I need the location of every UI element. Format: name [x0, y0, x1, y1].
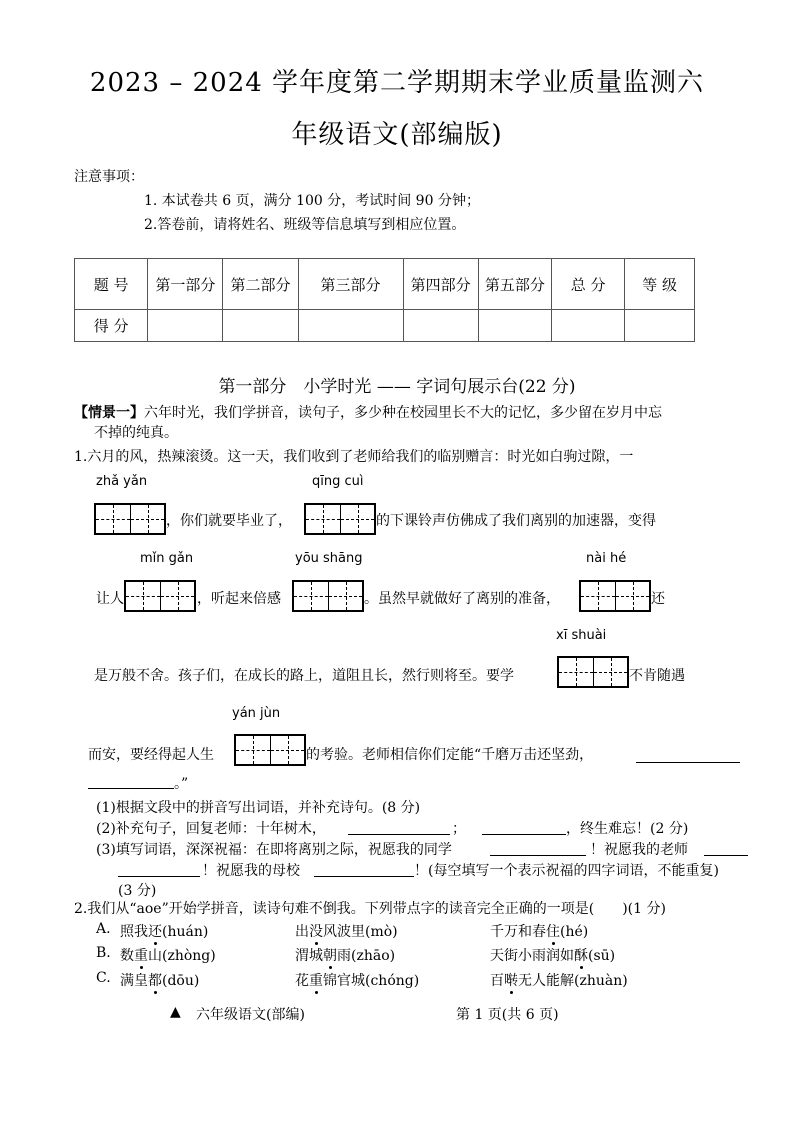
- score-header-cell: 第三部分: [298, 259, 403, 310]
- char-box-7[interactable]: [234, 734, 306, 766]
- poem-blank-2[interactable]: [88, 787, 174, 789]
- score-input-cell[interactable]: [223, 310, 298, 342]
- score-input-cell[interactable]: [625, 310, 695, 342]
- q1-text: 。”: [174, 776, 189, 792]
- score-input-cell[interactable]: [403, 310, 478, 342]
- q1-text: ，听起来倍感: [197, 591, 281, 607]
- answer-blank[interactable]: [314, 875, 414, 877]
- answer-blank[interactable]: [348, 833, 450, 835]
- q1-sub3-b: ！祝愿我的老师: [590, 842, 688, 858]
- q1-sub2-b: ；: [452, 821, 466, 837]
- answer-blank[interactable]: [118, 875, 200, 877]
- score-header-cell: 第四部分: [403, 259, 478, 310]
- option-item: 数重山(zhòng): [120, 948, 216, 964]
- pinyin-label: mǐn gǎn: [140, 551, 194, 566]
- q1-text: 的下课铃声仿佛成了我们离别的加速器，变得: [376, 513, 656, 529]
- option-item: 出没风波里(mò): [295, 924, 398, 940]
- q1-sub3-score: (3 分): [118, 883, 157, 899]
- q1-text: 让人: [96, 591, 124, 607]
- score-header-cell: 第二部分: [223, 259, 298, 310]
- char-box-5[interactable]: [579, 580, 651, 612]
- triangle-icon: ▲: [170, 1004, 181, 1020]
- answer-blank[interactable]: [704, 854, 748, 856]
- score-input-cell[interactable]: [478, 310, 551, 342]
- option-item: 渭城朝雨(zhāo): [295, 948, 396, 964]
- score-input-cell[interactable]: [552, 310, 625, 342]
- q1-sub3-d: ！(每空填写一个表示祝福的四字词语，不能重复): [414, 863, 719, 879]
- notes-item-2: 2.答卷前，请将姓名、班级等信息填写到相应位置。: [144, 217, 466, 233]
- q1-sub3-a: (3)填写词语，深深祝福：在即将离别之际，祝愿我的同学: [96, 842, 452, 858]
- option-item: 满皇都(dōu): [120, 973, 200, 989]
- score-header-cell: 题 号: [75, 259, 148, 310]
- option-label[interactable]: A.: [96, 921, 111, 937]
- option-item: 千万和春住(hé): [490, 924, 589, 940]
- scene-intro: [74, 402, 662, 422]
- section-title: 第一部分 小学时光 —— 字词句展示台(22 分): [218, 377, 576, 397]
- score-input-cell[interactable]: [148, 310, 223, 342]
- pinyin-label: yán jùn: [232, 706, 281, 721]
- scene-text: 六年时光，我们学拼音，读句子，多少种在校园里长不大的记忆，多少留在岁月中忘: [144, 405, 662, 421]
- page-number: 第 1 页(共 6 页): [456, 1007, 559, 1023]
- pinyin-label: zhǎ yǎn: [96, 474, 148, 489]
- notes-item-1: 1. 本试卷共 6 页，满分 100 分，考试时间 90 分钟；: [144, 193, 480, 209]
- pinyin-label: nài hé: [586, 551, 627, 566]
- q1-text: 。虽然早就做好了离别的准备，: [364, 591, 560, 607]
- score-header-cell: 总 分: [552, 259, 625, 310]
- page-title-line1: 2023 – 2024 学年度第二学期期末学业质量监测六: [89, 68, 705, 98]
- char-box-4[interactable]: [292, 580, 364, 612]
- q1-text: 而安，要经得起人生: [88, 747, 214, 763]
- option-item: 百啭无人能解(zhuàn): [490, 973, 628, 989]
- scene-label: 【情景一】: [74, 405, 144, 421]
- answer-blank[interactable]: [482, 833, 566, 835]
- scene-text-cont: 不掉的纯真。: [94, 425, 178, 441]
- char-box-2[interactable]: [304, 503, 376, 535]
- q1-sub2-a: (2)补充句子，回复老师：十年树木，: [96, 821, 326, 837]
- score-row-label: 得 分: [75, 310, 148, 342]
- page-title-line2: 年级语文(部编版): [291, 120, 503, 150]
- option-item: 天街小雨润如酥(sū): [490, 948, 616, 964]
- q1-text: 不肯随遇: [629, 668, 685, 684]
- option-label[interactable]: B.: [96, 945, 111, 961]
- score-input-cell[interactable]: [298, 310, 403, 342]
- char-box-6[interactable]: [557, 656, 629, 688]
- answer-blank[interactable]: [490, 854, 586, 856]
- option-item: 花重锦官城(chóng): [295, 973, 420, 989]
- score-header-cell: 第五部分: [478, 259, 551, 310]
- notes-heading: 注意事项：: [74, 169, 144, 185]
- q1-text: 还: [651, 591, 665, 607]
- option-label[interactable]: C.: [96, 970, 111, 986]
- q1-text: 是万般不舍。孩子们，在成长的路上，道阻且长，然行则将至。要学: [94, 668, 514, 684]
- score-header-cell: 等 级: [625, 259, 695, 310]
- score-header-cell: 第一部分: [148, 259, 223, 310]
- q1-intro: 1.六月的风，热辣滚烫。这一天，我们收到了老师给我们的临别赠言：时光如白驹过隙，一: [74, 449, 634, 465]
- q1-sub2-c: ，终生难忘！(2 分): [566, 821, 689, 837]
- q2-stem: 2.我们从“aoe”开始学拼音，读诗句难不倒我。下列带点字的读音完全正确的一项是( )(1 分): [74, 901, 666, 917]
- q1-sub1: (1)根据文段中的拼音写出词语，并补充诗句。(8 分): [96, 800, 421, 816]
- pinyin-label: yōu shāng: [295, 551, 363, 566]
- option-item: 照我还(huán): [120, 924, 209, 940]
- pinyin-label: qīng cuì: [312, 474, 364, 489]
- score-table: [74, 258, 695, 342]
- footer-subject: 六年级语文(部编): [196, 1007, 305, 1023]
- pinyin-label: xī shuài: [556, 628, 607, 643]
- char-box-3[interactable]: [124, 580, 196, 612]
- char-box-1[interactable]: [94, 503, 166, 535]
- q1-text: ，你们就要毕业了，: [166, 513, 292, 529]
- poem-blank-1[interactable]: [636, 761, 740, 763]
- q1-sub3-c: ！祝愿我的母校: [202, 863, 300, 879]
- q1-text: 的考验。老师相信你们定能“千磨万击还坚劲，: [306, 747, 594, 763]
